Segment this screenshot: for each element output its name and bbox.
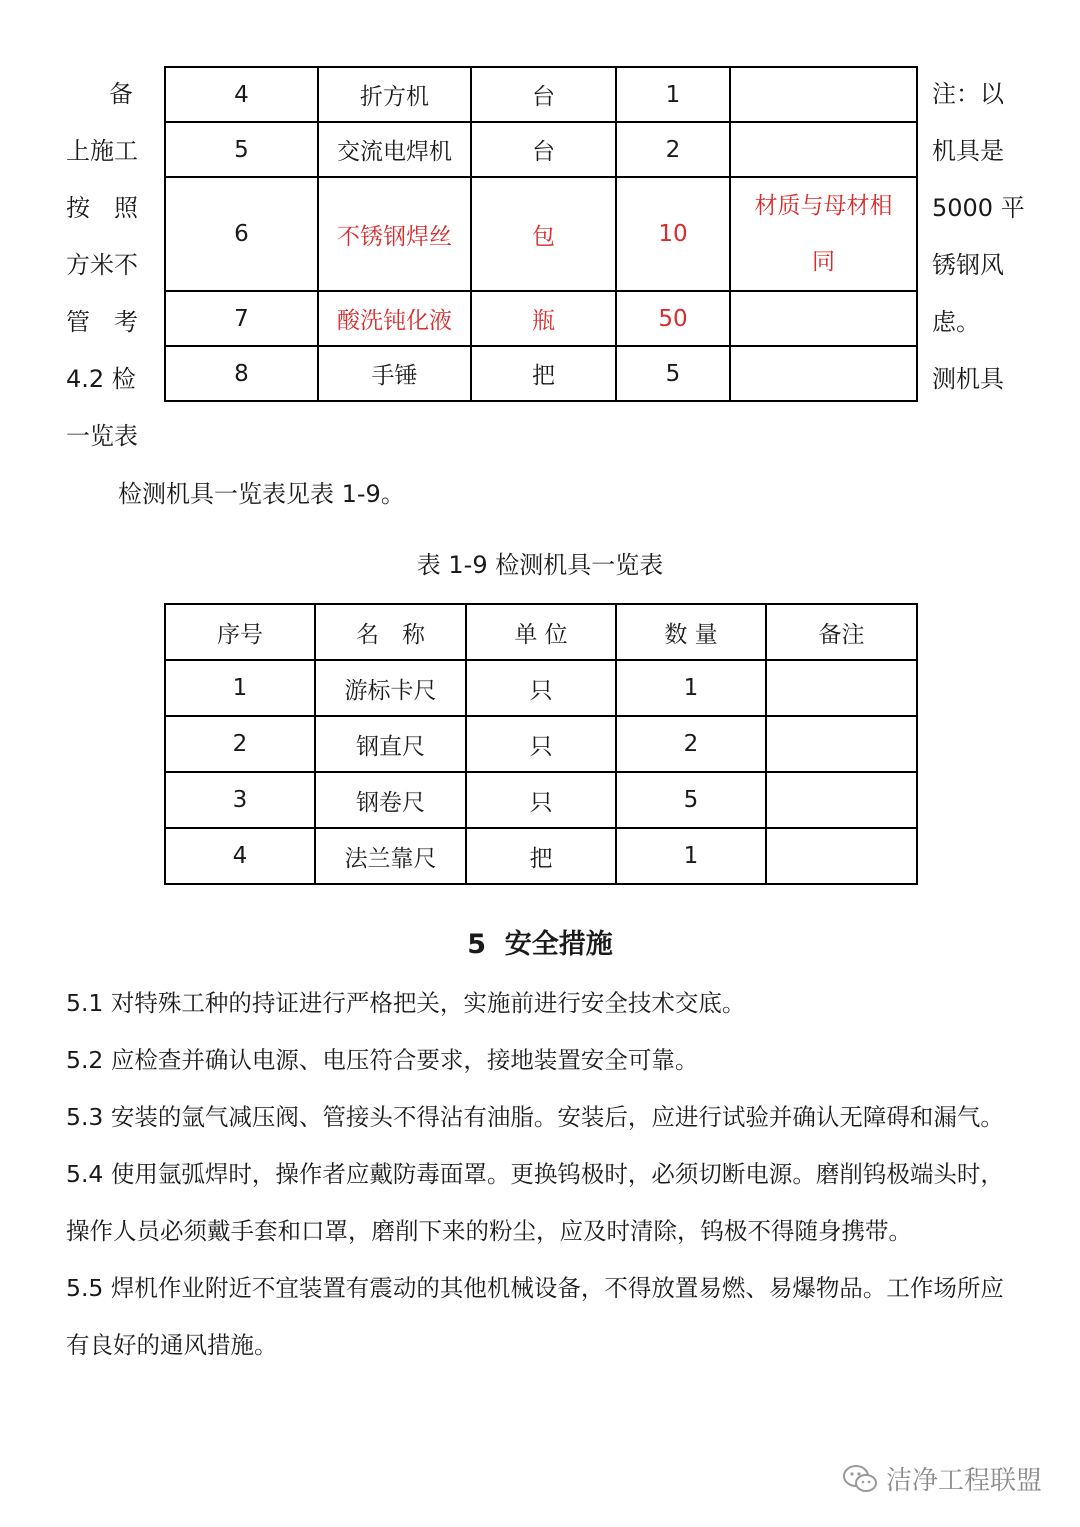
cell: 把 [466, 828, 616, 884]
cell-unit: 包 [471, 177, 616, 291]
right-fragment: 注：以 [932, 80, 1004, 108]
table-caption: 表 1-9 检测机具一览表 [416, 551, 664, 579]
cell-qty: 50 [616, 291, 730, 346]
header-cell: 名 称 [315, 604, 466, 660]
cell-qty: 2 [616, 122, 730, 177]
cell [766, 660, 917, 716]
cell-note [730, 346, 917, 401]
cell [766, 772, 917, 828]
cell-note [730, 122, 917, 177]
cell-no: 5 [165, 122, 318, 177]
table-row [165, 122, 917, 177]
cell-note [730, 67, 917, 122]
left-fragment: 管 考 [66, 308, 138, 336]
cell [766, 716, 917, 772]
right-fragment: 锈钢风 [932, 251, 1004, 279]
left-fragment: 方米不 [66, 251, 138, 279]
paragraph: 5.1 对特殊工种的持证进行严格把关，实施前进行安全技术交底。 [66, 989, 746, 1017]
right-fragment: 虑。 [932, 308, 980, 336]
cell: 5 [616, 772, 766, 828]
wechat-icon [842, 1464, 878, 1494]
right-fragment: 机具是 [932, 137, 1004, 165]
cell: 2 [165, 716, 315, 772]
table-header-row [165, 604, 917, 660]
cell: 3 [165, 772, 315, 828]
cell-unit: 瓶 [471, 291, 616, 346]
left-margin-fragments [66, 66, 156, 465]
header-cell: 单 位 [466, 604, 616, 660]
watermark [842, 1460, 1042, 1497]
table-row [165, 291, 917, 346]
paragraph: 5.5 焊机作业附近不宜装置有震动的其他机械设备，不得放置易燃、易爆物品。工作场所应有良好的通风措施。 [66, 1274, 1004, 1359]
cell-name: 酸洗钝化液 [318, 291, 471, 346]
section-heading: 5 安全措施 [467, 929, 613, 960]
cell: 法兰靠尺 [315, 828, 466, 884]
cell: 游标卡尺 [315, 660, 466, 716]
cell-no: 8 [165, 346, 318, 401]
table-row [165, 346, 917, 401]
cell-qty: 10 [616, 177, 730, 291]
cell: 1 [616, 828, 766, 884]
header-cell: 数 量 [616, 604, 766, 660]
cell: 1 [165, 660, 315, 716]
equipment-table [164, 66, 918, 402]
right-fragment: 5000 平 [932, 194, 1025, 222]
table-row [165, 660, 917, 716]
table-row [165, 772, 917, 828]
cell-qty: 1 [616, 67, 730, 122]
safety-paragraphs [66, 975, 1016, 1374]
cell-no: 7 [165, 291, 318, 346]
cell-unit: 把 [471, 346, 616, 401]
paragraph: 5.3 安装的氩气减压阀、管接头不得沾有油脂。安装后，应进行试验并确认无障碍和漏气。 [66, 1103, 1004, 1131]
cell: 只 [466, 772, 616, 828]
table-row [165, 828, 917, 884]
inspection-tools-table [164, 603, 918, 885]
left-fragment: 按 照 [66, 194, 138, 222]
right-fragment: 测机具 [932, 365, 1004, 393]
cell: 4 [165, 828, 315, 884]
cell: 1 [616, 660, 766, 716]
table-row [165, 716, 917, 772]
cell-unit: 台 [471, 122, 616, 177]
left-fragment: 一览表 [66, 422, 138, 450]
header-cell: 备注 [766, 604, 917, 660]
table-row [165, 177, 917, 291]
cell-name: 不锈钢焊丝 [318, 177, 471, 291]
paragraph: 5.2 应检查并确认电源、电压符合要求，接地装置安全可靠。 [66, 1046, 699, 1074]
cell-unit: 台 [471, 67, 616, 122]
left-fragment: 上施工 [66, 137, 138, 165]
cell-note [730, 291, 917, 346]
cell-note: 材质与母材相同 [730, 177, 917, 291]
cell-name: 折方机 [318, 67, 471, 122]
intro-line: 检测机具一览表见表 1-9。 [118, 480, 405, 508]
cell-name: 交流电焊机 [318, 122, 471, 177]
cell: 只 [466, 716, 616, 772]
watermark-text: 洁净工程联盟 [885, 1466, 1042, 1496]
left-fragment: 备 [109, 80, 133, 108]
paragraph: 5.4 使用氩弧焊时，操作者应戴防毒面罩。更换钨极时，必须切断电源。磨削钨极端头时，操作人员必须戴手套和口罩，磨削下来的粉尘，应及时清除，钨极不得随身携带。 [66, 1160, 1004, 1245]
cell-no: 6 [165, 177, 318, 291]
right-margin-fragments [932, 66, 1027, 408]
cell: 钢卷尺 [315, 772, 466, 828]
left-fragment: 4.2 检 [66, 365, 136, 393]
cell: 钢直尺 [315, 716, 466, 772]
table-row [165, 67, 917, 122]
cell [766, 828, 917, 884]
cell-qty: 5 [616, 346, 730, 401]
header-cell: 序号 [165, 604, 315, 660]
cell: 只 [466, 660, 616, 716]
cell-name: 手锤 [318, 346, 471, 401]
cell-no: 4 [165, 67, 318, 122]
cell: 2 [616, 716, 766, 772]
